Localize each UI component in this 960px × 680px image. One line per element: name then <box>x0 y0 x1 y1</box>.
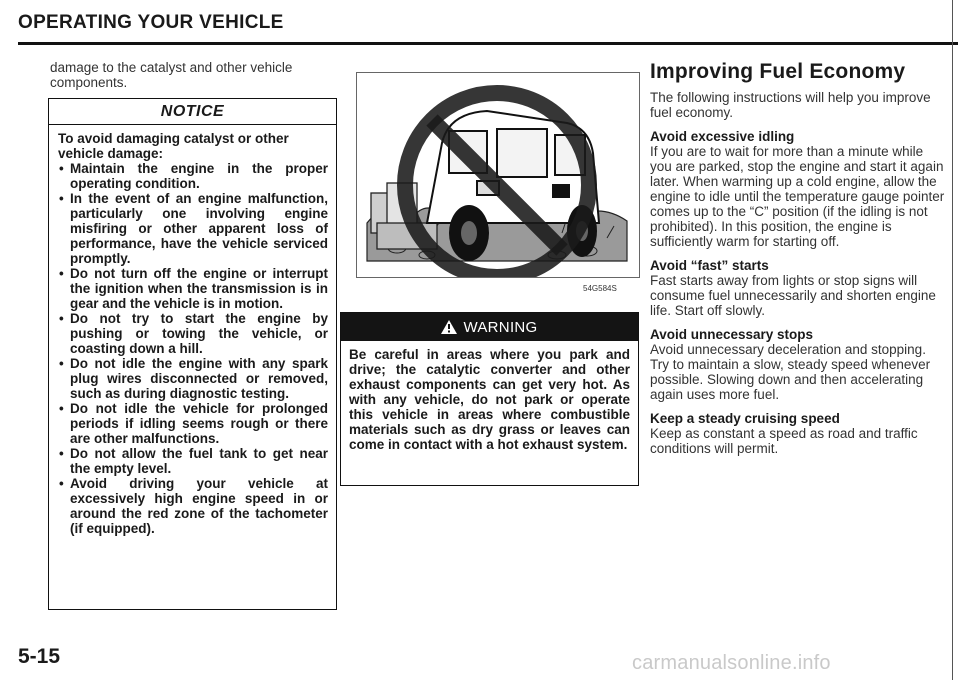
notice-item: • Do not try to start the engine by pushing or towing the vehicle, or coasting down a hill. <box>59 311 328 356</box>
tip-title: Avoid unnecessary stops <box>650 327 814 342</box>
tip-item <box>650 327 948 402</box>
fuel-economy-section <box>650 60 948 465</box>
watermark-link[interactable]: carmanualsonline.info <box>632 652 831 674</box>
page-number: 5-15 <box>18 645 61 668</box>
warning-heading-bar <box>341 313 638 341</box>
tip-body: Fast starts away from lights or stop signs will consume fuel unnecessarily and shorten engine life. Start off slowly. <box>650 273 936 318</box>
tip-title: Avoid excessive idling <box>650 129 795 144</box>
warning-triangle-icon <box>441 320 457 334</box>
section-title: Improving Fuel Economy <box>650 60 906 83</box>
warning-heading: WARNING <box>463 318 538 336</box>
page-edge-line <box>952 0 953 680</box>
notice-item: • In the event of an engine malfunction, particularly one involving engine misfiring or other apparent loss of performance, have the vehicle serviced promptly. <box>59 191 328 266</box>
tip-item <box>650 411 948 456</box>
notice-item: • Do not idle the vehicle for prolonged periods if idling seems rough or there are other malfunctions. <box>59 401 328 446</box>
figure-code: 54G584S <box>583 284 617 293</box>
notice-item: • Maintain the engine in the proper operating condition. <box>59 161 328 191</box>
tip-body: Keep as constant a speed as road and traffic conditions will permit. <box>650 426 918 456</box>
tip-body: If you are to wait for more than a minute while you are parked, stop the engine and start it again later. When warming up a cold engine, allow the engine to idle until the temperature gauge pointer comes up to the “C” position (if the idling is not prohibited). In this position, the engine is sufficiently warm for starting off. <box>650 144 945 249</box>
header-rule <box>18 42 958 45</box>
no-parking-on-dry-grass-icon <box>357 73 639 277</box>
notice-heading: NOTICE <box>49 99 336 125</box>
tip-title: Avoid “fast” starts <box>650 258 769 273</box>
notice-body <box>49 125 336 536</box>
warning-box <box>340 312 639 486</box>
notice-item: • Do not allow the fuel tank to get near the empty level. <box>59 446 328 476</box>
notice-list <box>58 161 328 536</box>
notice-lead: To avoid damaging catalyst or other vehicle damage: <box>58 131 289 161</box>
tip-body: Avoid unnecessary deceleration and stopping. Try to maintain a slow, steady speed whenever possible. Slowing down and then accelerating again uses more fuel. <box>650 342 931 402</box>
notice-item: • Do not idle the engine with any spark plug wires disconnected or removed, such as during diagnostic testing. <box>59 356 328 401</box>
notice-item: • Avoid driving your vehicle at excessively high engine speed in or around the red zone of the tachometer (if equipped). <box>59 476 328 536</box>
warning-body: Be careful in areas where you park and drive; the catalytic converter and other exhaust components can get very hot. As with any vehicle, do not park or operate this vehicle in areas where combustible materials such as dry grass or leaves can come in contact with a hot exhaust system. <box>349 347 630 452</box>
tip-title: Keep a steady cruising speed <box>650 411 840 426</box>
figure-frame <box>356 72 640 278</box>
notice-item: • Do not turn off the engine or interrupt the ignition when the transmission is in gear and the vehicle is in motion. <box>59 266 328 311</box>
section-intro: The following instructions will help you improve fuel economy. <box>650 90 931 120</box>
tip-item <box>650 129 948 249</box>
tip-item <box>650 258 948 318</box>
intro-text: damage to the catalyst and other vehicle components. <box>50 60 293 90</box>
notice-box <box>48 98 337 610</box>
page-header-title: OPERATING YOUR VEHICLE <box>18 12 284 33</box>
